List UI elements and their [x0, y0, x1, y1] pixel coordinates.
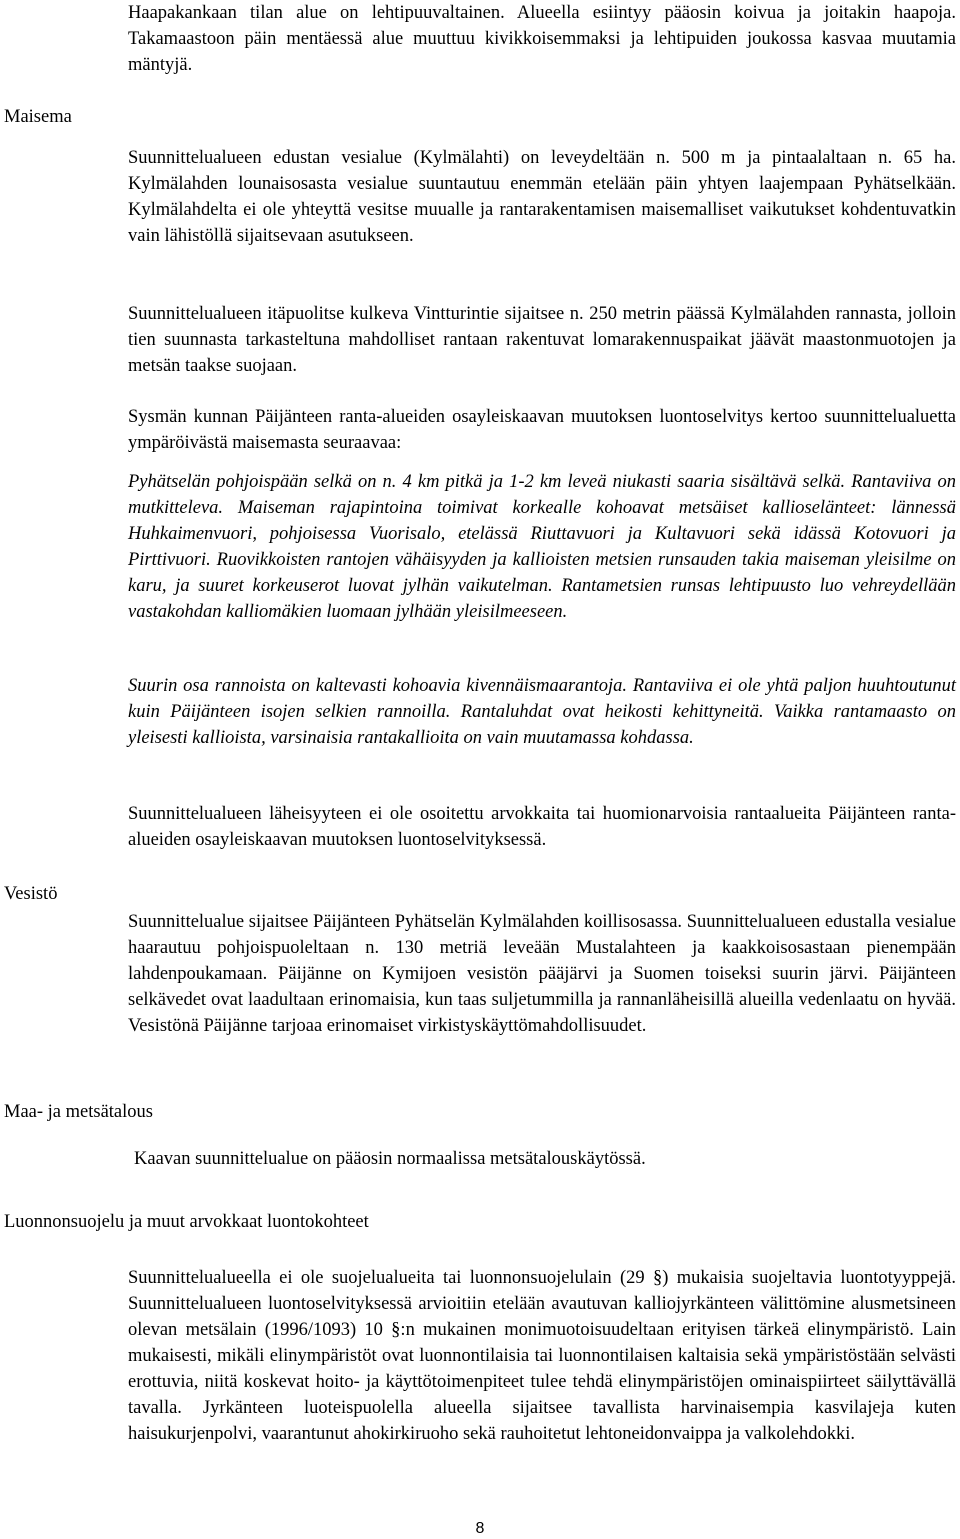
paragraph-forestry: Kaavan suunnittelualue on pääosin normaalissa metsätalouskäytössä. — [134, 1149, 646, 1169]
paragraph-waterway: Suunnittelualue sijaitsee Päijänteen Pyhätselän Kylmälahden koillisosassa. Suunnittelualueen edustalla vesialue haarautuu pohjoispuoleltaan n. 130 metriä leveään Mustalahteen ja kaakkoisosastaan pienempään lahdenpoukamaan. Päijänne on Kymijoen vesistön pääjärvi ja Suomen toiseksi suurin järvi. Päijänteen selkävedet ovat laadultaan erinomaisia, kun taas suljetummilla ja rannanläheisillä alueilla vedenlaatu on hyvää. Vesistönä Päijänne tarjoaa erinomaiset virkistyskäyttömahdollisuudet. — [128, 912, 956, 1036]
section-label-luonnonsuojelu: Luonnonsuojelu ja muut arvokkaat luontokohteet — [4, 1212, 369, 1232]
section-label-vesisto: Vesistö — [4, 884, 58, 904]
paragraph-quote-shores: Suurin osa rannoista on kaltevasti kohoavia kivennäismaarantoja. Rantaviiva ei ole yhtä paljon huuhtoutunut kuin Päijänteen isojen selkien rannoilla. Rantaluhdat ovat heikosti kehittyneitä. Vaikka rantamaasto on yleisesti kallioista, varsinaisia rantakallioita on vain muutamassa kohdassa. — [128, 676, 956, 748]
page-number: 8 — [475, 1520, 485, 1537]
paragraph-valuable-shores: Suunnittelualueen läheisyyteen ei ole osoitettu arvokkaita tai huomionarvoisia rantaalueita Päijänteen ranta-alueiden osayleiskaavan muutoksen luontoselvityksessä. — [128, 804, 956, 850]
paragraph-quote-landscape: Pyhätselän pohjoispään selkä on n. 4 km pitkä ja 1-2 km leveä niukasti saaria sisältävä selkä. Rantaviiva on mutkitteleva. Maiseman rajapintoina toimivat korkealle kohoavat metsäiset kallioselänteet: lännessä Huhkaimenvuori, pohjoisessa Vuorisalo, etelässä Riuttavuori ja Kultavuori sekä idässä Kotovuori ja Pirttivuori. Ruovikkoisten rantojen vähäisyyden ja kallioisten metsien runsauden takia maiseman yleisilme on karu, ja suuret korkeuserot luovat jylhän vaikutelman. Rantametsien runsas lehtipuusto luo vehreydellään vastakohdan kalliomäkien luomaan jylhään yleisilmeeseen. — [128, 472, 956, 622]
paragraph-water-area: Suunnittelualueen edustan vesialue (Kylmälahti) on leveydeltään n. 500 m ja pintaalaltaan n. 65 ha. Kylmälahden lounaisosasta vesialue suuntautuu enemmän etelään päin yhtyen laajempaan Pyhätselkään. Kylmälahdelta ei ole yhteyttä vesitse muualle ja rantarakentamisen maisemalliset vaikutukset kohdentuvatkin vain lähistöllä sijaitsevaan asutukseen. — [128, 148, 956, 246]
paragraph-nature-survey-intro: Sysmän kunnan Päijänteen ranta-alueiden osayleiskaavan muutoksen luontoselvitys kertoo suunnittelualuetta ympäröivästä maisemasta seuraavaa: — [128, 407, 956, 453]
paragraph-nature-protection: Suunnittelualueella ei ole suojelualueita tai luonnonsuojelulain (29 §) mukaisia suojeltavia luontotyyppejä. Suunnittelualueen luontoselvityksessä arvioitiin etelään avautuvan kalliojyrkänteen välittömine alusmetsineen olevan metsälain (1996/1093) 10 §:n mukainen monimuotoisuudeltaan erityisen tärkeä elinympäristö. Lain mukaisesti, mikäli elinympäristöt ovat luonnontilaisia tai luonnontilaisen kaltaisia sekä ympäristöstään selvästi erottuvia, niitä koskevat hoito- ja käyttötoimenpiteet tulee tehdä elinympäristöjen ominaispiirteet säilyttävällä tavalla. Jyrkänteen luoteispuolella alueella sijaitsee tavallista harvinaisempia kasvilajeja kuten haisukurjenpolvi, vaarantunut ahokirkiruoho sekä rauhoitetut lehtoneidonvaippa ja valkolehdokki. — [128, 1268, 956, 1444]
paragraph-forest-description: Haapakankaan tilan alue on lehtipuuvaltainen. Alueella esiintyy pääosin koivua ja joitakin haapoja. Takamaastoon päin mentäessä alue muuttuu kivikkoisemmaksi ja lehtipuiden joukossa kasvaa muutamia mäntyjä. — [128, 3, 956, 75]
paragraph-road: Suunnittelualueen itäpuolitse kulkeva Vintturintie sijaitsee n. 250 metrin päässä Kylmälahden rannasta, jolloin tien suunnasta tarkasteltuna mahdolliset rantaan rakentuvat lomarakennuspaikat jäävät maastonmuotojen ja metsän taakse suojaan. — [128, 304, 956, 376]
section-label-maisema: Maisema — [4, 107, 72, 127]
section-label-maa-metsatalous: Maa- ja metsätalous — [4, 1102, 153, 1122]
